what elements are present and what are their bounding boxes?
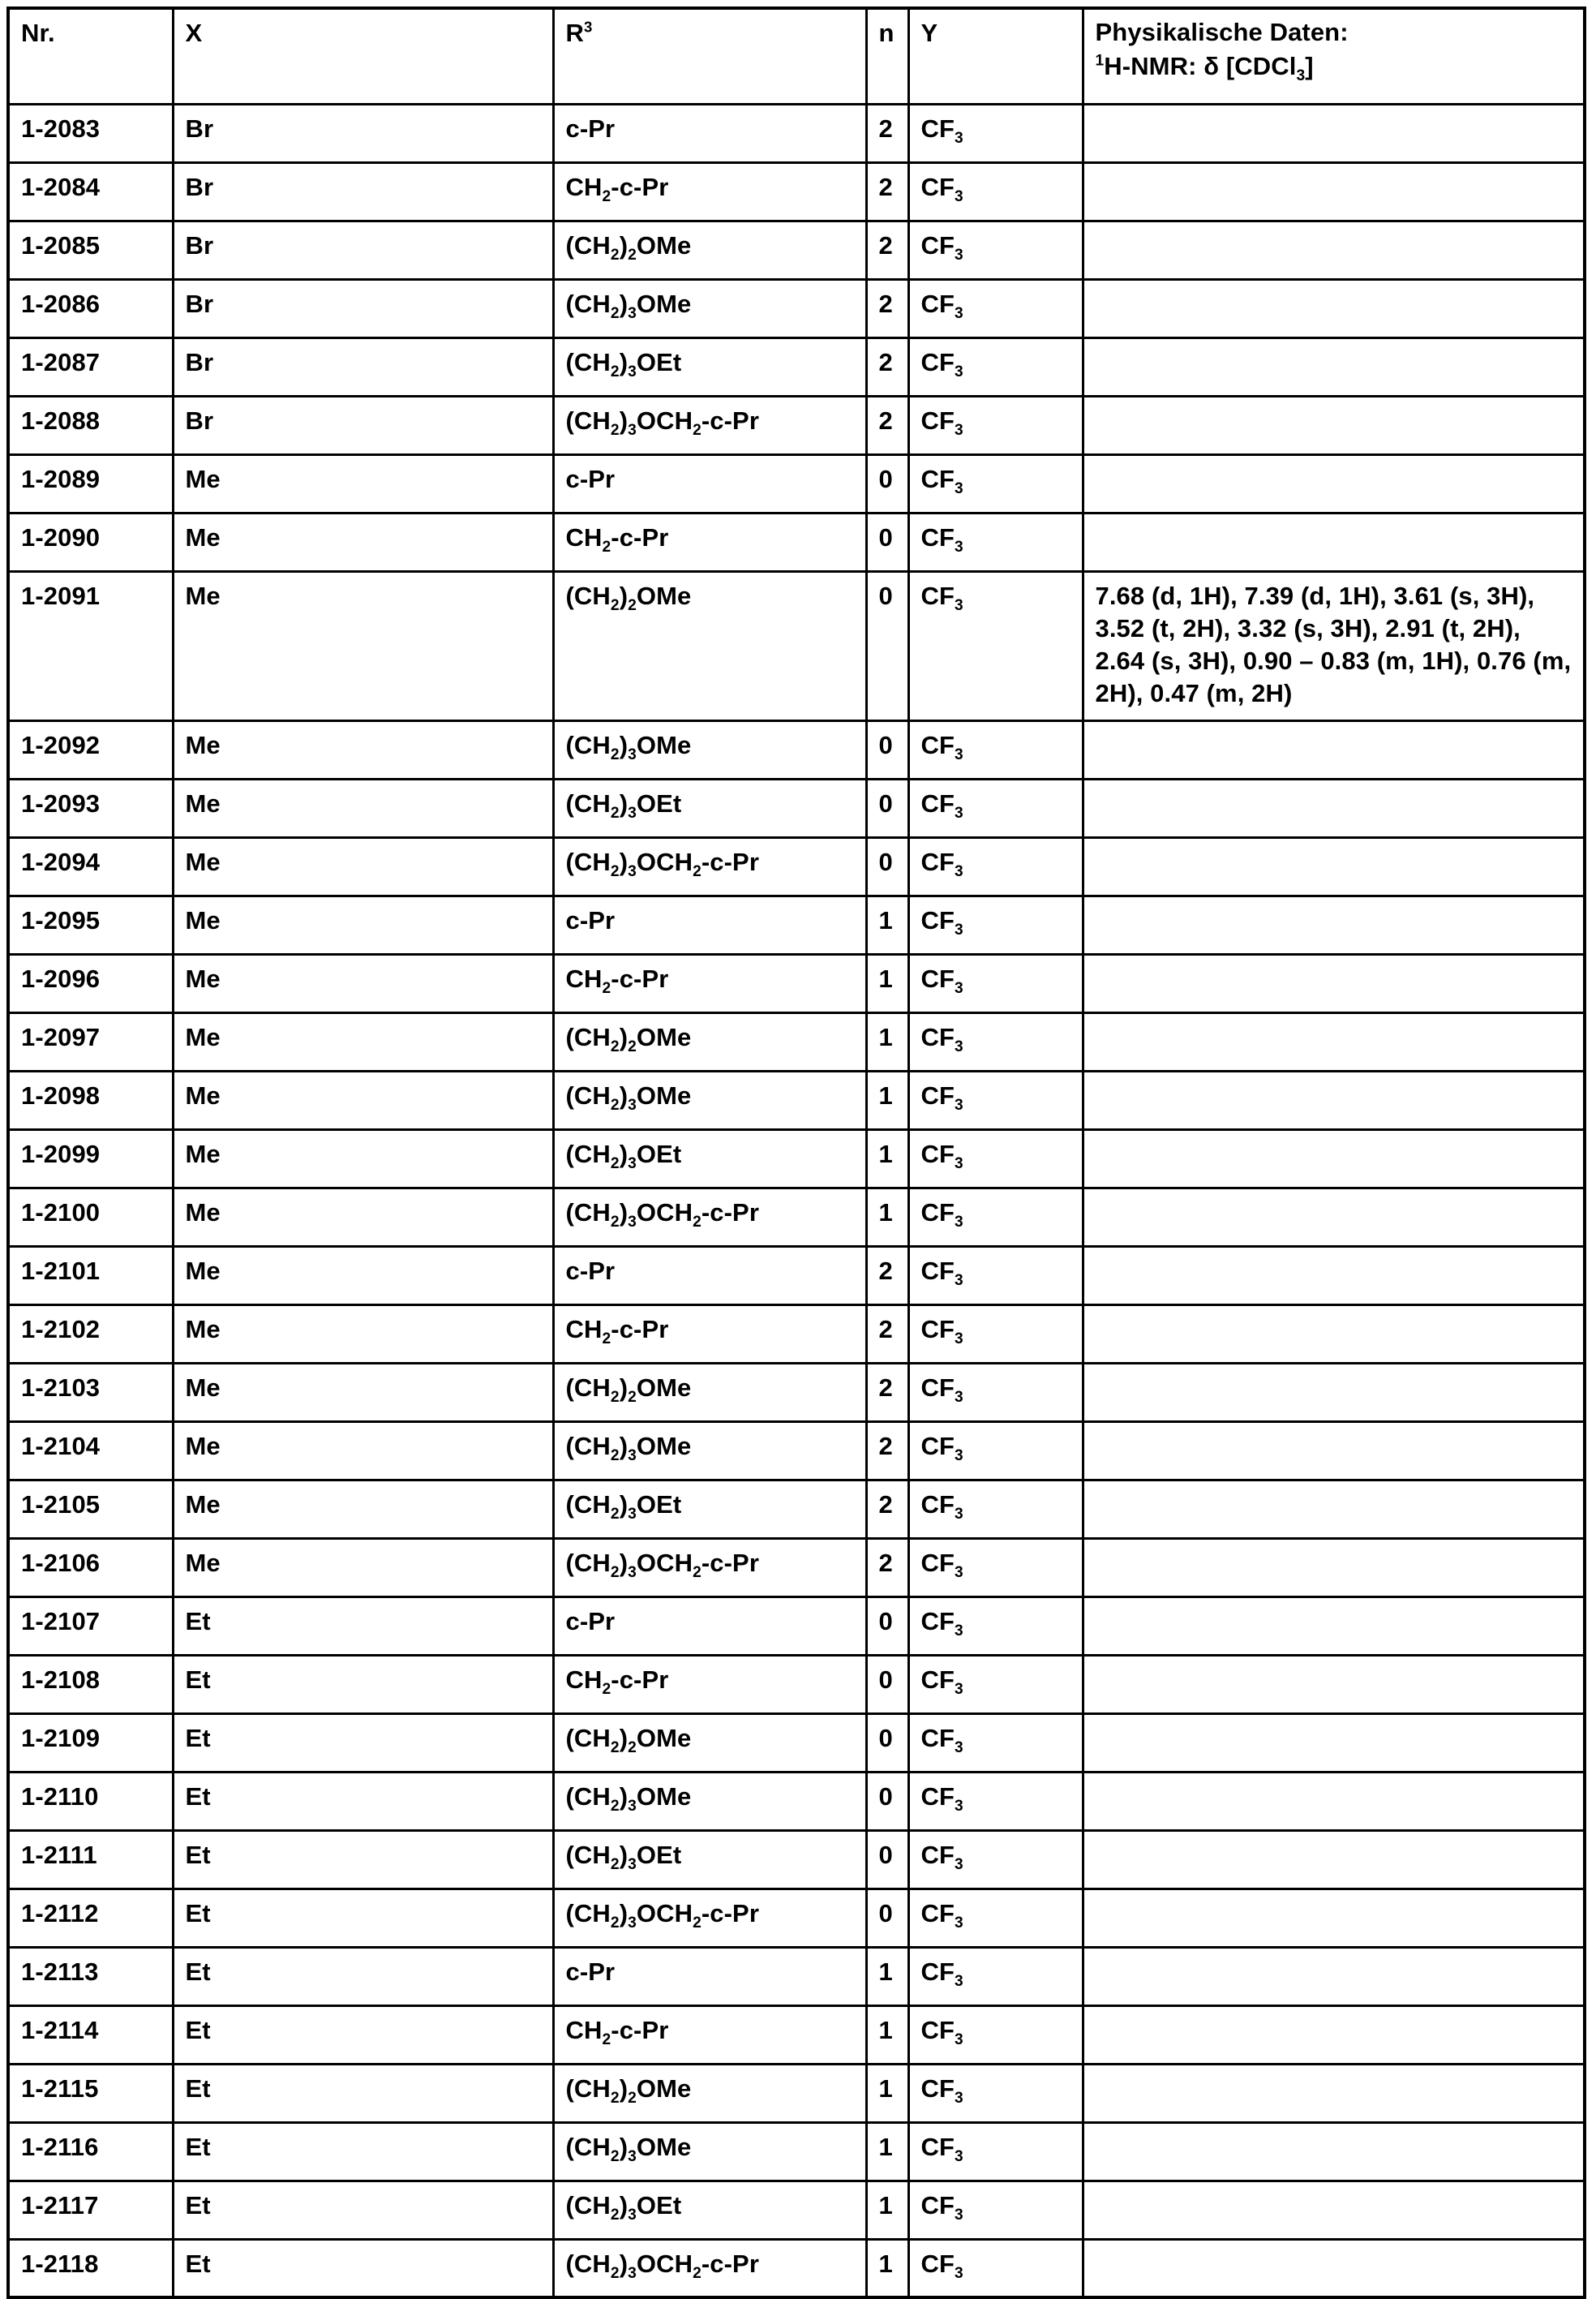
table-row: [8, 1071, 1585, 1129]
cell-r3: $(CH_2)_3OMe$: [553, 1772, 866, 1830]
cell-nr: 1-2105: [8, 1480, 173, 1538]
cell-phys: [1083, 1480, 1585, 1538]
cell-n: 2: [866, 221, 908, 279]
cell-r3: $CH_2-c-Pr$: [553, 162, 866, 221]
cell-y: $CF_3$: [908, 1129, 1083, 1188]
cell-x: Et: [173, 1772, 553, 1830]
table-header: [8, 8, 1585, 104]
cell-phys: [1083, 1129, 1585, 1188]
cell-r3: $(CH_2)_3OEt$: [553, 1480, 866, 1538]
cell-n: 0: [866, 1655, 908, 1713]
cell-n: 2: [866, 1246, 908, 1304]
table-row: [8, 779, 1585, 837]
table-row: [8, 337, 1585, 396]
column-header-physical-data: [1083, 8, 1585, 104]
cell-nr: 1-2083: [8, 104, 173, 162]
column-header-n: n: [866, 8, 908, 104]
cell-phys: [1083, 1830, 1585, 1889]
cell-nr: 1-2101: [8, 1246, 173, 1304]
cell-phys: [1083, 2005, 1585, 2064]
cell-nr: 1-2095: [8, 896, 173, 954]
cell-y: $CF_3$: [908, 2005, 1083, 2064]
table-row: [8, 1713, 1585, 1772]
cell-x: Et: [173, 1713, 553, 1772]
table-row: [8, 1480, 1585, 1538]
cell-r3: $CH_2-c-Pr$: [553, 2005, 866, 2064]
cell-n: 2: [866, 1363, 908, 1421]
cell-phys: [1083, 1421, 1585, 1480]
cell-nr: 1-2110: [8, 1772, 173, 1830]
cell-n: 0: [866, 779, 908, 837]
cell-phys: [1083, 837, 1585, 896]
table-row: [8, 1129, 1585, 1188]
cell-n: 0: [866, 513, 908, 571]
cdcl3-subscript: 3: [1296, 67, 1306, 84]
cell-x: Me: [173, 1480, 553, 1538]
cell-nr: 1-2114: [8, 2005, 173, 2064]
cell-x: Br: [173, 337, 553, 396]
cell-y: $CF_3$: [908, 513, 1083, 571]
cell-nr: 1-2084: [8, 162, 173, 221]
cell-r3: $(CH_2)_2OMe$: [553, 571, 866, 720]
cell-x: Me: [173, 779, 553, 837]
table-row: [8, 1830, 1585, 1889]
cell-nr: 1-2103: [8, 1363, 173, 1421]
cell-y: $CF_3$: [908, 1713, 1083, 1772]
cell-phys: [1083, 1071, 1585, 1129]
cell-phys: [1083, 396, 1585, 454]
cell-r3: $(CH_2)_3OCH_2-c-Pr$: [553, 1188, 866, 1246]
cell-nr: 1-2094: [8, 837, 173, 896]
cell-y: $CF_3$: [908, 1188, 1083, 1246]
cell-n: 2: [866, 1538, 908, 1596]
cell-r3: $CH_2-c-Pr$: [553, 954, 866, 1012]
table-row: [8, 1246, 1585, 1304]
cell-x: Me: [173, 896, 553, 954]
cell-phys: [1083, 779, 1585, 837]
cell-x: Br: [173, 104, 553, 162]
cell-r3: c-Pr: [553, 1246, 866, 1304]
cell-phys: [1083, 513, 1585, 571]
cell-n: 0: [866, 1889, 908, 1947]
cell-y: $CF_3$: [908, 104, 1083, 162]
cell-phys: [1083, 2239, 1585, 2297]
cell-nr: 1-2086: [8, 279, 173, 337]
table-row: [8, 162, 1585, 221]
cell-r3: c-Pr: [553, 896, 866, 954]
cell-x: Et: [173, 1947, 553, 2005]
cell-y: $CF_3$: [908, 396, 1083, 454]
column-header-r3-superscript: 3: [584, 18, 593, 36]
cell-n: 1: [866, 2181, 908, 2239]
cell-x: Me: [173, 1304, 553, 1363]
table-row: [8, 221, 1585, 279]
table-row: [8, 1012, 1585, 1071]
cell-nr: 1-2085: [8, 221, 173, 279]
cell-n: 0: [866, 571, 908, 720]
table-row: [8, 571, 1585, 720]
cell-n: 2: [866, 104, 908, 162]
cell-x: Me: [173, 1421, 553, 1480]
cell-x: Et: [173, 2239, 553, 2297]
cell-r3: c-Pr: [553, 1947, 866, 2005]
cell-r3: c-Pr: [553, 1596, 866, 1655]
cell-x: Me: [173, 954, 553, 1012]
cell-y: $CF_3$: [908, 954, 1083, 1012]
cell-r3: $(CH_2)_2OMe$: [553, 1713, 866, 1772]
cell-n: 2: [866, 1480, 908, 1538]
cell-y: $CF_3$: [908, 779, 1083, 837]
cell-n: 1: [866, 1947, 908, 2005]
cell-x: Me: [173, 720, 553, 779]
cell-r3: $(CH_2)_2OMe$: [553, 1012, 866, 1071]
cell-phys: [1083, 2181, 1585, 2239]
cell-phys: 7.68 (d, 1H), 7.39 (d, 1H), 3.61 (s, 3H), 3.52 (t, 2H), 3.32 (s, 3H), 2.91 (t, 2H), 2.64 (s, 3H), 0.90 – 0.83 (m, 1H), 0.76 (m, 2H), 0.47 (m, 2H): [1083, 571, 1585, 720]
column-header-nr: Nr.: [8, 8, 173, 104]
cell-y: $CF_3$: [908, 1830, 1083, 1889]
cell-r3: $(CH_2)_3OCH_2-c-Pr$: [553, 1538, 866, 1596]
cell-nr: 1-2112: [8, 1889, 173, 1947]
cell-n: 0: [866, 720, 908, 779]
cell-nr: 1-2117: [8, 2181, 173, 2239]
nmr-label-close: ]: [1305, 51, 1314, 80]
cell-y: $CF_3$: [908, 837, 1083, 896]
cell-r3: $(CH_2)_3OMe$: [553, 720, 866, 779]
cell-y: $CF_3$: [908, 454, 1083, 513]
cell-y: $CF_3$: [908, 279, 1083, 337]
cell-r3: $(CH_2)_3OCH_2-c-Pr$: [553, 1889, 866, 1947]
column-header-r3: [553, 8, 866, 104]
table-row: [8, 1188, 1585, 1246]
cell-y: $CF_3$: [908, 1889, 1083, 1947]
cell-n: 0: [866, 1830, 908, 1889]
cell-x: Me: [173, 1012, 553, 1071]
table-row: [8, 1304, 1585, 1363]
cell-phys: [1083, 1012, 1585, 1071]
cell-phys: [1083, 1947, 1585, 2005]
cell-r3: $(CH_2)_3OEt$: [553, 2181, 866, 2239]
table-row: [8, 1421, 1585, 1480]
cell-nr: 1-2093: [8, 779, 173, 837]
cell-phys: [1083, 896, 1585, 954]
cell-r3: $(CH_2)_3OMe$: [553, 2122, 866, 2181]
cell-x: Et: [173, 1596, 553, 1655]
cell-r3: $(CH_2)_2OMe$: [553, 1363, 866, 1421]
cell-phys: [1083, 1188, 1585, 1246]
table-row: [8, 104, 1585, 162]
cell-nr: 1-2106: [8, 1538, 173, 1596]
cell-n: 2: [866, 162, 908, 221]
cell-x: Me: [173, 1071, 553, 1129]
cell-phys: [1083, 162, 1585, 221]
cell-r3: c-Pr: [553, 454, 866, 513]
cell-x: Et: [173, 1655, 553, 1713]
cell-n: 1: [866, 1188, 908, 1246]
cell-r3: $(CH_2)_3OEt$: [553, 779, 866, 837]
cell-n: 1: [866, 1071, 908, 1129]
cell-nr: 1-2109: [8, 1713, 173, 1772]
cell-r3: $CH_2-c-Pr$: [553, 513, 866, 571]
cell-nr: 1-2089: [8, 454, 173, 513]
cell-y: $CF_3$: [908, 2181, 1083, 2239]
cell-phys: [1083, 337, 1585, 396]
cell-x: Br: [173, 162, 553, 221]
cell-y: $CF_3$: [908, 2122, 1083, 2181]
cell-phys: [1083, 1538, 1585, 1596]
cell-y: $CF_3$: [908, 162, 1083, 221]
cell-r3: $(CH_2)_3OEt$: [553, 337, 866, 396]
table-row: [8, 279, 1585, 337]
cell-n: 1: [866, 2005, 908, 2064]
cell-phys: [1083, 1713, 1585, 1772]
cell-nr: 1-2116: [8, 2122, 173, 2181]
cell-phys: [1083, 2064, 1585, 2122]
cell-y: $CF_3$: [908, 1363, 1083, 1421]
cell-y: $CF_3$: [908, 337, 1083, 396]
cell-x: Br: [173, 396, 553, 454]
cell-n: 0: [866, 454, 908, 513]
cell-x: Me: [173, 454, 553, 513]
cell-y: $CF_3$: [908, 1947, 1083, 2005]
cell-phys: [1083, 1363, 1585, 1421]
cell-nr: 1-2097: [8, 1012, 173, 1071]
cell-y: $CF_3$: [908, 1304, 1083, 1363]
proton-superscript: 1: [1095, 52, 1105, 70]
cell-r3: $(CH_2)_3OMe$: [553, 279, 866, 337]
cell-r3: $(CH_2)_2OMe$: [553, 2064, 866, 2122]
table-row: [8, 2239, 1585, 2297]
cell-nr: 1-2102: [8, 1304, 173, 1363]
cell-nr: 1-2107: [8, 1596, 173, 1655]
cell-y: $CF_3$: [908, 1538, 1083, 1596]
cell-r3: $(CH_2)_3OEt$: [553, 1830, 866, 1889]
cell-nr: 1-2092: [8, 720, 173, 779]
cell-x: Br: [173, 221, 553, 279]
cell-n: 2: [866, 1304, 908, 1363]
cell-x: Me: [173, 1188, 553, 1246]
cell-r3: $(CH_2)_3OMe$: [553, 1071, 866, 1129]
cell-phys: [1083, 1304, 1585, 1363]
cell-y: $CF_3$: [908, 1655, 1083, 1713]
cell-x: Et: [173, 2064, 553, 2122]
cell-r3: $(CH_2)_3OCH_2-c-Pr$: [553, 837, 866, 896]
compound-table: [6, 6, 1586, 2299]
table-row: [8, 1889, 1585, 1947]
cell-x: Et: [173, 2005, 553, 2064]
cell-n: 0: [866, 1772, 908, 1830]
cell-y: $CF_3$: [908, 720, 1083, 779]
cell-phys: [1083, 279, 1585, 337]
cell-phys: [1083, 454, 1585, 513]
cell-r3: $(CH_2)_3OCH_2-c-Pr$: [553, 2239, 866, 2297]
cell-phys: [1083, 1596, 1585, 1655]
table-row: [8, 954, 1585, 1012]
cell-r3: c-Pr: [553, 104, 866, 162]
cell-n: 1: [866, 896, 908, 954]
cell-y: $CF_3$: [908, 1012, 1083, 1071]
cell-nr: 1-2087: [8, 337, 173, 396]
cell-n: 0: [866, 1596, 908, 1655]
table-row: [8, 1772, 1585, 1830]
cell-n: 1: [866, 1129, 908, 1188]
cell-n: 1: [866, 2239, 908, 2297]
cell-x: Et: [173, 2122, 553, 2181]
table-row: [8, 513, 1585, 571]
cell-y: $CF_3$: [908, 1480, 1083, 1538]
cell-y: $CF_3$: [908, 571, 1083, 720]
cell-r3: $(CH_2)_3OMe$: [553, 1421, 866, 1480]
cell-nr: 1-2104: [8, 1421, 173, 1480]
table-row: [8, 896, 1585, 954]
cell-r3: $(CH_2)_2OMe$: [553, 221, 866, 279]
cell-phys: [1083, 954, 1585, 1012]
cell-nr: 1-2115: [8, 2064, 173, 2122]
cell-y: $CF_3$: [908, 1596, 1083, 1655]
cell-nr: 1-2100: [8, 1188, 173, 1246]
cell-x: Me: [173, 1363, 553, 1421]
cell-phys: [1083, 1889, 1585, 1947]
cell-r3: $(CH_2)_3OCH_2-c-Pr$: [553, 396, 866, 454]
table-row: [8, 2181, 1585, 2239]
cell-phys: [1083, 2122, 1585, 2181]
cell-r3: $(CH_2)_3OEt$: [553, 1129, 866, 1188]
cell-n: 2: [866, 396, 908, 454]
table-row: [8, 837, 1585, 896]
table-row: [8, 2064, 1585, 2122]
cell-n: 1: [866, 2064, 908, 2122]
cell-x: Et: [173, 1889, 553, 1947]
nmr-label-text: H-NMR: δ [CDCl: [1104, 51, 1297, 80]
table-row: [8, 396, 1585, 454]
table-row: [8, 720, 1585, 779]
cell-x: Me: [173, 571, 553, 720]
cell-x: Me: [173, 513, 553, 571]
table-row: [8, 2005, 1585, 2064]
cell-nr: 1-2111: [8, 1830, 173, 1889]
table-row: [8, 1596, 1585, 1655]
column-header-x: X: [173, 8, 553, 104]
column-header-y: Y: [908, 8, 1083, 104]
cell-phys: [1083, 720, 1585, 779]
cell-nr: 1-2118: [8, 2239, 173, 2297]
table-row: [8, 454, 1585, 513]
cell-r3: $CH_2-c-Pr$: [553, 1655, 866, 1713]
cell-y: $CF_3$: [908, 1071, 1083, 1129]
cell-x: Me: [173, 1246, 553, 1304]
table-body: [8, 104, 1585, 2297]
cell-nr: 1-2091: [8, 571, 173, 720]
cell-x: Me: [173, 837, 553, 896]
cell-y: $CF_3$: [908, 896, 1083, 954]
cell-nr: 1-2099: [8, 1129, 173, 1188]
cell-x: Br: [173, 279, 553, 337]
header-row: [8, 8, 1585, 104]
cell-phys: [1083, 104, 1585, 162]
table-row: [8, 1538, 1585, 1596]
cell-nr: 1-2108: [8, 1655, 173, 1713]
cell-y: $CF_3$: [908, 1246, 1083, 1304]
cell-phys: [1083, 1246, 1585, 1304]
cell-r3: $CH_2-c-Pr$: [553, 1304, 866, 1363]
cell-x: Me: [173, 1129, 553, 1188]
cell-n: 1: [866, 1012, 908, 1071]
cell-n: 1: [866, 2122, 908, 2181]
cell-nr: 1-2113: [8, 1947, 173, 2005]
cell-x: Et: [173, 1830, 553, 1889]
cell-nr: 1-2088: [8, 396, 173, 454]
cell-phys: [1083, 221, 1585, 279]
cell-x: Et: [173, 2181, 553, 2239]
table-row: [8, 1947, 1585, 2005]
cell-n: 0: [866, 837, 908, 896]
cell-phys: [1083, 1772, 1585, 1830]
cell-y: $CF_3$: [908, 1421, 1083, 1480]
cell-nr: 1-2096: [8, 954, 173, 1012]
cell-y: $CF_3$: [908, 221, 1083, 279]
cell-n: 1: [866, 954, 908, 1012]
column-header-r3-base: R: [565, 19, 584, 47]
cell-x: Me: [173, 1538, 553, 1596]
cell-y: $CF_3$: [908, 2239, 1083, 2297]
nmr-solvent-label: [1096, 51, 1574, 82]
cell-phys: [1083, 1655, 1585, 1713]
cell-n: 2: [866, 337, 908, 396]
physical-data-title: Physikalische Daten:: [1095, 18, 1349, 46]
cell-n: 0: [866, 1713, 908, 1772]
table-row: [8, 1655, 1585, 1713]
cell-n: 2: [866, 1421, 908, 1480]
cell-nr: 1-2098: [8, 1071, 173, 1129]
cell-n: 2: [866, 279, 908, 337]
table-row: [8, 2122, 1585, 2181]
cell-nr: 1-2090: [8, 513, 173, 571]
cell-y: $CF_3$: [908, 2064, 1083, 2122]
cell-y: $CF_3$: [908, 1772, 1083, 1830]
table-row: [8, 1363, 1585, 1421]
